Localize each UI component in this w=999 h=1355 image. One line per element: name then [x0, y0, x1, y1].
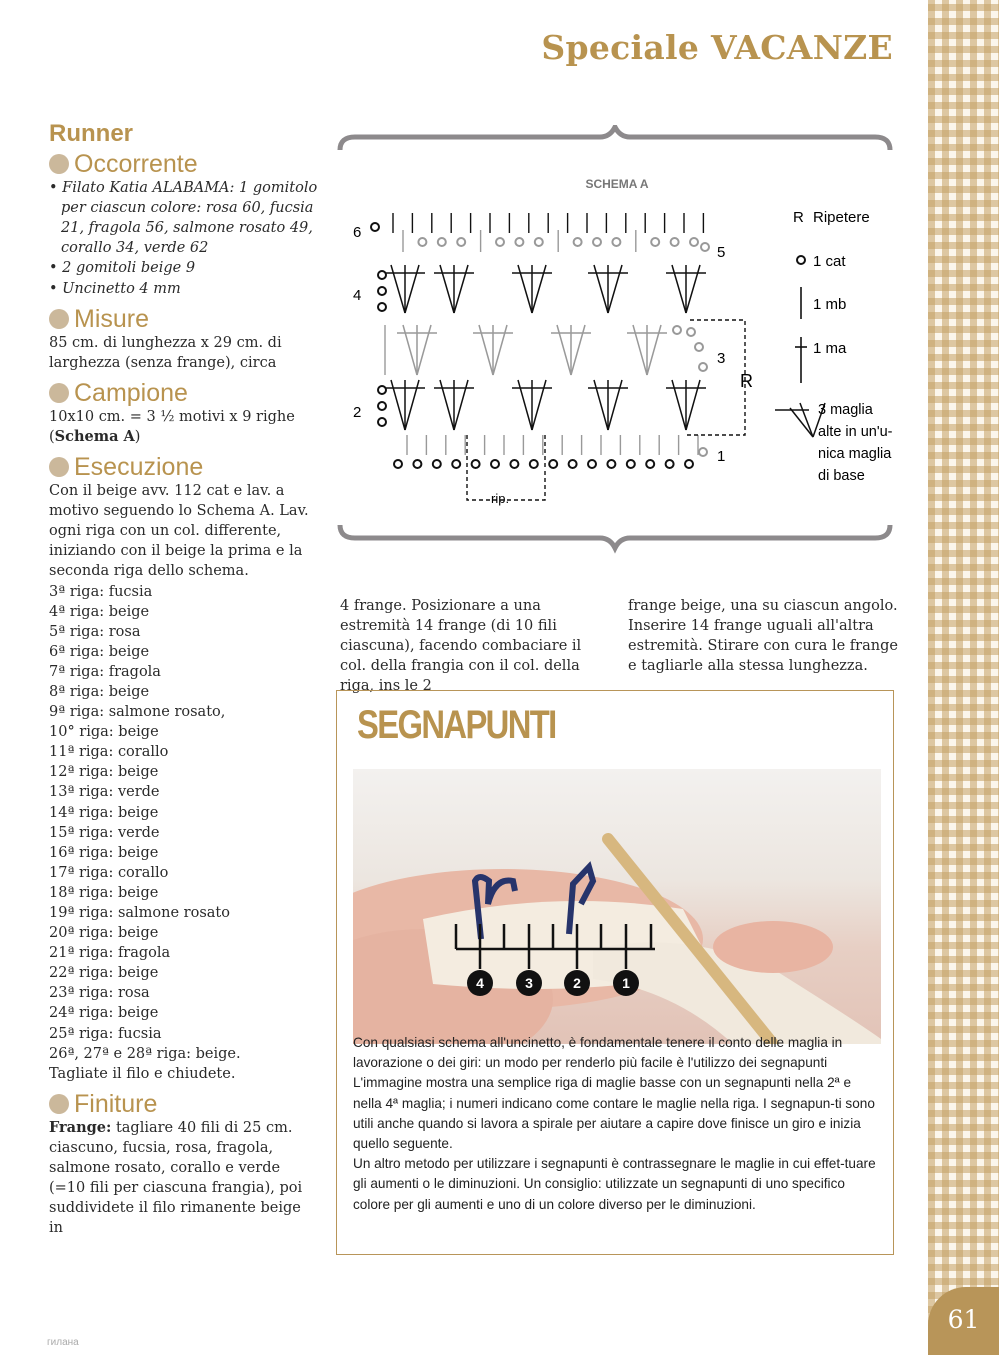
segnapunti-box [336, 690, 894, 1255]
cluster-symbol [672, 265, 686, 313]
row-instruction: 18ª riga: beige [49, 884, 159, 901]
box-title: SEGNAPUNTI [357, 703, 556, 747]
row-instruction: 4ª riga: beige [49, 603, 150, 620]
chain-symbol [588, 460, 596, 468]
chain-symbol [685, 460, 693, 468]
row-instruction: 17ª riga: corallo [49, 864, 169, 881]
chain-symbol [699, 363, 707, 371]
occorrente-list [49, 178, 319, 299]
rows-list [49, 582, 319, 1084]
legend-r: R [793, 209, 804, 226]
chain-symbol [457, 238, 465, 246]
chain-symbol [627, 460, 635, 468]
cluster-symbol [391, 265, 405, 313]
row-instruction: 8ª riga: beige [49, 683, 150, 700]
chain-symbol [666, 460, 674, 468]
svg-text:2: 2 [573, 975, 581, 991]
row-instruction: 6ª riga: beige [49, 643, 150, 660]
misure-text: 85 cm. di lunghezza x 29 cm. di larghezza (senza frange), circa [49, 334, 282, 371]
chain-symbol [699, 448, 707, 456]
cluster-symbol [532, 265, 546, 313]
row-instruction: 21ª riga: fragola [49, 945, 171, 962]
row-instruction: 12ª riga: beige [49, 764, 159, 781]
chain-symbol [438, 238, 446, 246]
legend-cat-label: 1 cat [813, 253, 846, 270]
cluster-symbol [608, 265, 622, 313]
row-instruction: 15ª riga: verde [49, 824, 160, 841]
chain-symbol [496, 238, 504, 246]
chain-symbol [549, 460, 557, 468]
chain-symbol [695, 343, 703, 351]
row-instruction: Tagliate il filo e chiudete. [49, 1065, 236, 1082]
row-label: 5 [717, 244, 726, 261]
legend-ma-label: 1 ma [813, 340, 847, 357]
bullet-dot-icon [49, 383, 69, 403]
cluster-symbol [405, 265, 419, 313]
svg-text:3: 3 [525, 975, 533, 991]
chain-symbol [515, 238, 523, 246]
bullet-dot-icon [49, 154, 69, 174]
heading-finiture: Finiture [49, 1090, 319, 1118]
chain-symbol [378, 303, 386, 311]
svg-text:alte in un'u-: alte in un'u- [818, 424, 893, 440]
chain-symbol [394, 460, 402, 468]
row-instruction: 11ª riga: corallo [49, 744, 169, 761]
cluster-symbol [518, 265, 532, 313]
frange-text: Frange: tagliare 40 fili di 25 cm. ciascuno, fucsia, rosa, fragola, salmone rosato, corallo e verde (=10 fili per ciascuna frangia), poi suddividete il filo rimanente beige in [49, 1118, 303, 1237]
left-column [49, 120, 319, 1238]
section-runner: Runner [49, 120, 133, 147]
chain-symbol [671, 238, 679, 246]
chain-symbol [378, 402, 386, 410]
svg-text:di base: di base [818, 468, 865, 484]
rip-label: rip. [491, 491, 510, 506]
column-3-text: frange beige, una su ciascun angolo. Inserire 14 frange uguali all'altra estremità. Stirare con cura le frange e tagliarle alla stessa lunghezza. [628, 598, 898, 675]
cluster-symbol [440, 265, 454, 313]
chain-symbol [673, 326, 681, 334]
schema-title: SCHEMA A [585, 177, 649, 191]
svg-text:4: 4 [476, 975, 484, 991]
page-number-badge [928, 1287, 999, 1355]
row-label: 1 [717, 448, 726, 465]
box-text: Con qualsiasi schema all'uncinetto, è fondamentale tenere il conto delle maglia in lavorazione o dei giri: un modo per renderlo più facile è l'utilizzo dei segnapunti L'immagine mostra una semplice riga di maglie basse con un segnapunti nella 2ª e nella 4ª maglia; i numeri indicano come contare le maglie nella riga. I segnapun-ti sono utili anche quando si lavora a spirale per aiutare a capire dove finisce un giro e inizia quello seguente. Un altro metodo per utilizzare i segnapunti è contrassegnare le maglie in cui effet-tuare gli aumenti o le diminuzioni. Un consiglio: utilizzate un segnapunti di uno specifico colore per gli aumenti e uno di un colore diverso per le diminuzioni. [353, 1035, 876, 1212]
legend-cat-icon [797, 256, 805, 264]
chain-symbol [612, 238, 620, 246]
chain-symbol [413, 460, 421, 468]
heading-esecuzione: Esecuzione [49, 453, 319, 481]
chain-symbol [433, 460, 441, 468]
svg-text:nica maglia: nica maglia [818, 446, 892, 462]
row-instruction: 16ª riga: beige [49, 844, 159, 861]
campione-text: 10x10 cm. = 3 ½ motivi x 9 righe (Schema A) [49, 408, 295, 445]
chain-symbol [378, 271, 386, 279]
chain-symbol [491, 460, 499, 468]
cluster-symbol [686, 265, 700, 313]
row-instruction: 10° riga: beige [49, 724, 159, 741]
chain-symbol [569, 460, 577, 468]
cluster-symbol [454, 265, 468, 313]
legend-r-label: Ripetere [813, 209, 870, 226]
bullet-dot-icon [49, 1094, 69, 1114]
chain-symbol [510, 460, 518, 468]
chain-symbol [574, 238, 582, 246]
chain-symbol [371, 223, 379, 231]
chain-symbol [535, 238, 543, 246]
chain-symbol [472, 460, 480, 468]
list-item: • Filato Katia ALABAMA: 1 gomitolo per ciascun colore: rosa 60, fucsia 21, fragola 56, salmone rosato 49, corallo 34, verde 62 [49, 180, 318, 257]
cluster-symbol [594, 265, 608, 313]
heading-occorrente: Occorrente [49, 150, 319, 178]
chain-symbol [378, 287, 386, 295]
chain-symbol [701, 243, 709, 251]
list-item: • 2 gomitoli beige 9 [49, 260, 196, 277]
row-instruction: 9ª riga: salmone rosato, [49, 704, 226, 721]
list-item: • Uncinetto 4 mm [49, 280, 181, 297]
chain-symbol [593, 238, 601, 246]
heading-campione: Campione [49, 379, 319, 407]
chain-symbol [607, 460, 615, 468]
segnapunti-photo [353, 769, 881, 1044]
row-instruction: 23ª riga: rosa [49, 985, 150, 1002]
legend-mb-label: 1 mb [813, 296, 847, 313]
row-label: R [740, 371, 753, 391]
esecuzione-intro: Con il beige avv. 112 cat e lav. a motivo seguendo lo Schema A. Lav. ogni riga con un col. differente, iniziando con il beige la prima e la seconda riga dello schema. [49, 483, 309, 580]
schema-symbols [371, 213, 745, 500]
chain-symbol [378, 386, 386, 394]
row-instruction: 5ª riga: rosa [49, 623, 141, 640]
row-instruction: 20ª riga: beige [49, 925, 159, 942]
page-title: Speciale VACANZE [541, 28, 893, 67]
row-instruction: 26ª, 27ª e 28ª riga: beige. [49, 1045, 241, 1062]
row-label: 4 [353, 287, 362, 304]
row-instruction: 13ª riga: verde [49, 784, 160, 801]
svg-text:1: 1 [622, 975, 630, 991]
page-number: 61 [947, 1305, 980, 1334]
row-instruction: 24ª riga: beige [49, 1005, 159, 1022]
chain-symbol [646, 460, 654, 468]
row-label: 2 [353, 404, 362, 421]
bullet-dot-icon [49, 309, 69, 329]
chain-symbol [530, 460, 538, 468]
chain-symbol [651, 238, 659, 246]
row-instruction: 25ª riga: fucsia [49, 1025, 162, 1042]
chain-symbol [378, 418, 386, 426]
schema-a-diagram [335, 125, 900, 555]
row-instruction: 7ª riga: fragola [49, 663, 161, 680]
row-instruction: 22ª riga: beige [49, 965, 159, 982]
bullet-dot-icon [49, 457, 69, 477]
hand-crochet-illustration [353, 769, 881, 1044]
gingham-border [928, 0, 999, 1355]
legend-three-label: 3 maglia [818, 402, 873, 418]
row-instruction: 19ª riga: salmone rosato [49, 905, 230, 921]
watermark: гилана [47, 1337, 79, 1348]
column-2-text: 4 frange. Posizionare a una estremità 14 frange (di 10 fili ciascuna), facendo combaciare il col. della frangia con il col. della riga, ins le 2 [340, 598, 582, 695]
row-label: 6 [353, 224, 362, 241]
heading-misure: Misure [49, 305, 319, 333]
row-label: 3 [717, 350, 726, 367]
chain-symbol [418, 238, 426, 246]
row-instruction: 14ª riga: beige [49, 804, 159, 821]
chain-symbol [690, 238, 698, 246]
chain-symbol [687, 328, 695, 336]
row-instruction: 3ª riga: fucsia [49, 583, 153, 600]
chain-symbol [452, 460, 460, 468]
